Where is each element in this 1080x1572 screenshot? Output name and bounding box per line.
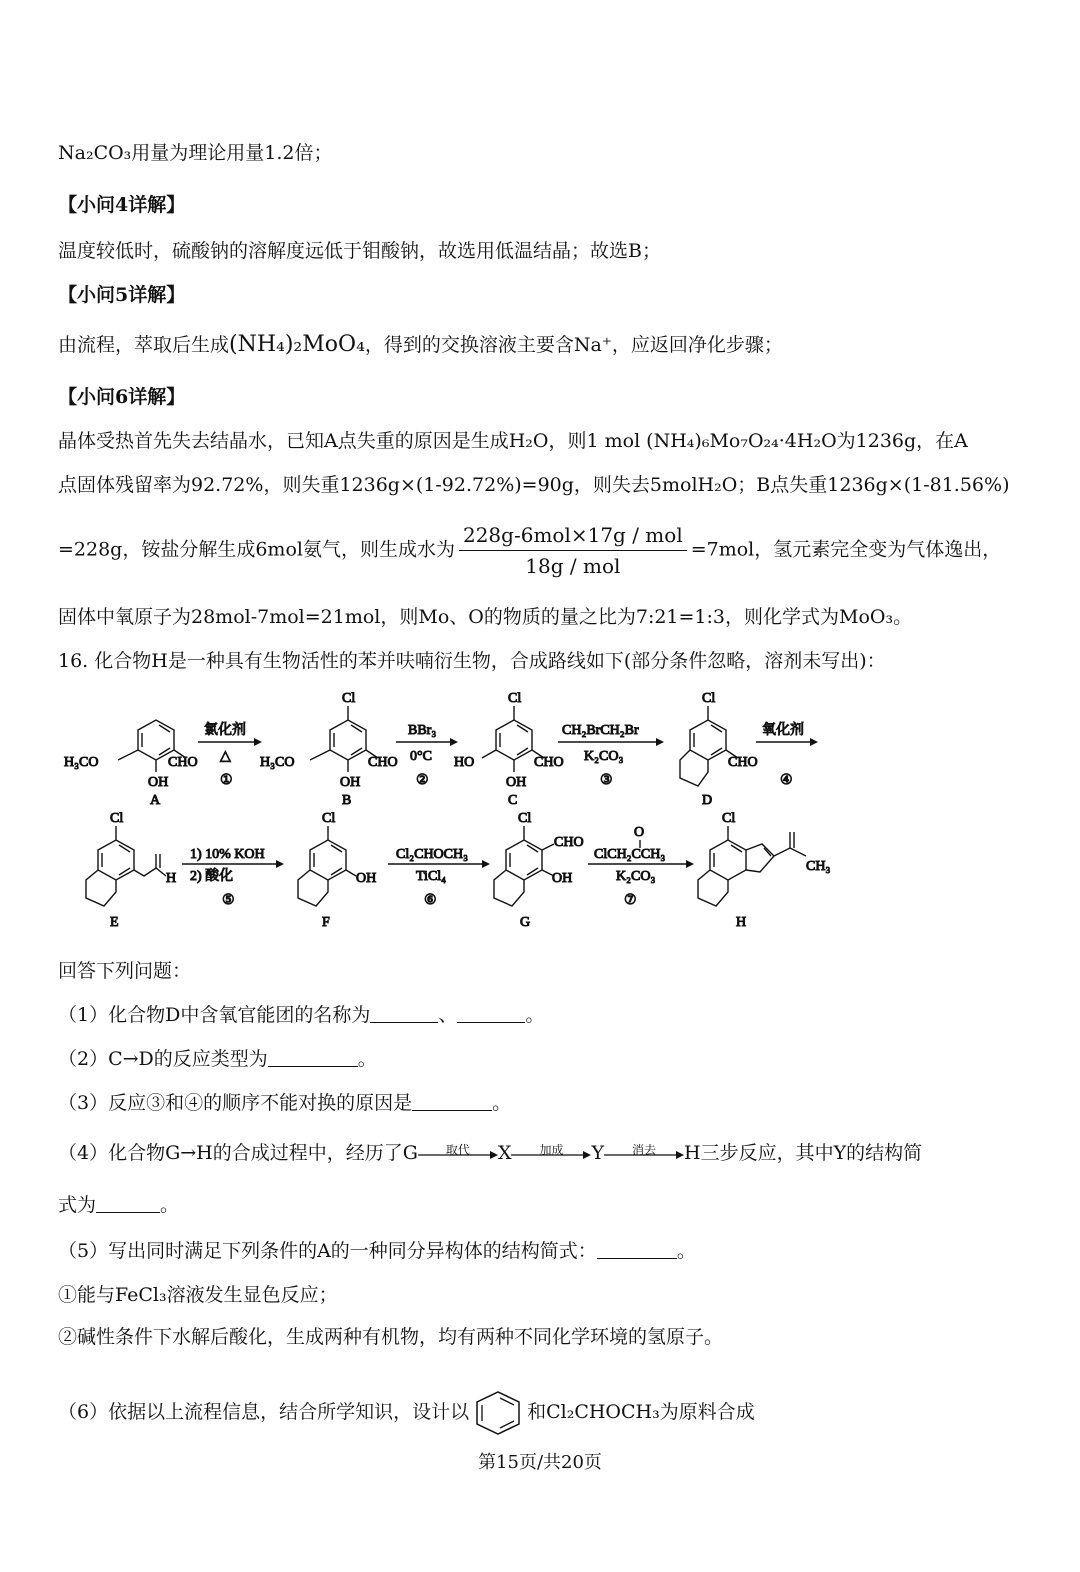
reaction-arrow: [604, 1141, 684, 1167]
arrow-icon: [418, 1151, 498, 1159]
text-line: 温度较低时，硫酸钠的溶解度远低于钼酸钠，故选用低温结晶；故选B；: [58, 240, 661, 262]
answer-blank[interactable]: [268, 1048, 358, 1067]
text-segment: （2）C→D的反应类型为: [58, 1048, 268, 1070]
cho-label: CHO: [554, 835, 584, 850]
compound-label-A: A: [150, 793, 161, 808]
step-reagent: CH₂BrCH₂Br: [562, 723, 639, 738]
h3co-label: H₃CO: [260, 755, 295, 770]
compound-label-G: G: [520, 915, 531, 930]
text-segment: 。: [525, 1004, 545, 1026]
text-segment: （6）依据以上流程信息，结合所学知识，设计以: [58, 1401, 470, 1423]
question-1: [58, 1002, 544, 1028]
arrow-label: 加成: [539, 1143, 564, 1157]
oh-label: OH: [356, 871, 377, 886]
oh-label: OH: [506, 775, 527, 790]
oh-label: OH: [340, 775, 361, 790]
step-number: ③: [600, 773, 613, 788]
reaction-arrow: [418, 1141, 498, 1167]
answer-blank[interactable]: [597, 1240, 677, 1259]
step-reagent: ClCH₂CCH₃: [594, 847, 666, 862]
step-reagent: 氧化剂: [762, 723, 804, 738]
text-segment: 。: [676, 1240, 696, 1262]
text-segment: （1）化合物D中含氧官能团的名称为: [58, 1004, 371, 1026]
cl-label: Cl: [110, 811, 124, 826]
answer-prompt: 回答下列问题：: [58, 960, 192, 982]
formula: (NH₄)₂MoO₄: [229, 332, 365, 357]
step-reagent: 氯化剂: [204, 723, 246, 738]
step-number: ①: [220, 773, 233, 788]
reaction-arrow: [511, 1141, 591, 1167]
text-line: 晶体受热首先失去结晶水，已知A点失重的原因是生成H₂O，则1 mol (NH₄)₆Mo₇O₂₄·4H₂O为1236g，在A: [58, 430, 968, 452]
condition-2: ②碱性条件下水解后酸化，生成两种有机物，均有两种不同化学环境的氢原子。: [58, 1326, 724, 1348]
text-segment: 由流程，萃取后生成: [58, 334, 230, 356]
question-16: 16. 化合物H是一种具有生物活性的苯并呋喃衍生物，合成路线如下(部分条件忽略，溶剂未写出)：: [58, 650, 886, 672]
page-number: 第15页/共20页: [478, 1452, 602, 1473]
cl-label: Cl: [342, 691, 356, 706]
compound-label-F: F: [322, 915, 330, 930]
step-condition: TiCl₄: [416, 869, 447, 884]
step-reagent: Cl₂CHOCH₃: [396, 847, 468, 862]
h3co-label: H₃CO: [64, 755, 99, 770]
answer-blank[interactable]: [412, 1092, 492, 1111]
text-line: 点固体残留率为92.72%，则失重1236g×(1-92.72%)=90g，则失去5molH₂O；B点失重1236g×(1-81.56%): [58, 474, 1010, 496]
ch3-label: CH₃: [806, 859, 831, 874]
carbonyl-o-label: O: [634, 825, 645, 840]
text-segment: X: [497, 1142, 512, 1164]
cl-label: Cl: [722, 811, 736, 826]
compound-label-B: B: [342, 793, 352, 808]
text-segment: 和Cl₂CHOCH₃为原料合成: [527, 1401, 755, 1423]
cho-label: CHO: [728, 755, 758, 770]
section-heading-6: 【小问6详解】: [58, 386, 186, 408]
compound-label-D: D: [702, 793, 713, 808]
arrow-label: 取代: [445, 1143, 470, 1157]
benzene-icon: [469, 1390, 527, 1436]
fraction: [459, 520, 687, 581]
compound-label-E: E: [110, 915, 119, 930]
step-number: ⑦: [624, 893, 637, 908]
text-segment: （5）写出同时满足下列条件的A的一种同分异构体的结构简式：: [58, 1240, 597, 1262]
text-segment: （3）反应③和④的顺序不能对换的原因是: [58, 1092, 413, 1114]
cho-label: CHO: [368, 755, 398, 770]
cho-label: CHO: [168, 755, 198, 770]
arrow-icon: [511, 1151, 591, 1159]
answer-blank[interactable]: [96, 1194, 160, 1213]
step-condition: K₂CO₃: [616, 869, 656, 884]
text-segment: 。: [492, 1092, 512, 1114]
arrow-icon: [604, 1151, 684, 1159]
cl-label: Cl: [322, 811, 336, 826]
text-line: Na₂CO₃用量为理论用量1.2倍；: [58, 142, 333, 164]
text-segment: H三步反应，其中Y的结构简: [684, 1142, 923, 1164]
text-segment: 、: [438, 1004, 458, 1026]
answer-blank[interactable]: [457, 1004, 525, 1023]
step-reagent: BBr₃: [408, 723, 437, 738]
text-line: 固体中氧原子为28mol-7mol=21mol，则Mo、O的物质的量之比为7:21=1:3，则化学式为MoO₃。: [58, 606, 913, 628]
question-4-cont: [58, 1192, 179, 1218]
text-segment: （4）化合物G→H的合成过程中，经历了G: [58, 1142, 418, 1164]
section-heading-4: 【小问4详解】: [58, 194, 186, 216]
question-4: [58, 1140, 922, 1167]
cl-label: Cl: [508, 691, 522, 706]
compound-label-H: H: [736, 915, 747, 930]
fraction-denominator: 18g / mol: [525, 554, 621, 578]
compound-label-C: C: [508, 793, 518, 808]
step-number: ⑥: [424, 893, 437, 908]
question-2: [58, 1046, 377, 1072]
step-number: ②: [416, 773, 429, 788]
h-label: H: [166, 871, 177, 886]
question-5: [58, 1238, 696, 1264]
ho-label: HO: [454, 755, 475, 770]
section-heading-5: 【小问5详解】: [58, 284, 186, 306]
question-3: [58, 1090, 511, 1116]
cl-label: Cl: [702, 691, 716, 706]
arrow-label: 消去: [632, 1143, 657, 1157]
step-condition: 0°C: [410, 749, 432, 764]
text-line: [58, 332, 783, 358]
oh-label: OH: [148, 775, 169, 790]
cho-label: CHO: [534, 755, 564, 770]
step-condition: K₂CO₃: [584, 749, 624, 764]
answer-blank[interactable]: [370, 1004, 438, 1023]
step-reagent: 1) 10% KOH: [190, 847, 265, 862]
oh-label: OH: [552, 871, 573, 886]
synthesis-scheme: [58, 680, 858, 950]
step-number: ⑤: [222, 893, 235, 908]
condition-1: ①能与FeCl₃溶液发生显色反应；: [58, 1284, 338, 1306]
text-segment: Y: [591, 1142, 605, 1164]
step-number: ④: [780, 773, 793, 788]
cl-label: Cl: [518, 811, 532, 826]
question-6: [58, 1390, 755, 1436]
text-segment: =228g，铵盐分解生成6mol氨气，则生成水为: [58, 538, 455, 561]
text-line: [58, 520, 1001, 581]
text-segment: 。: [160, 1194, 180, 1216]
step-condition: 2) 酸化: [190, 869, 234, 884]
text-segment: ，得到的交换溶液主要含Na⁺，应返回净化步骤；: [364, 334, 783, 356]
step-condition: △: [220, 749, 231, 764]
text-segment: 。: [357, 1048, 377, 1070]
text-segment: =7mol，氢元素完全变为气体逸出，: [690, 538, 1002, 561]
fraction-numerator: 228g-6mol×17g / mol: [459, 520, 687, 551]
text-segment: 式为: [58, 1194, 97, 1216]
